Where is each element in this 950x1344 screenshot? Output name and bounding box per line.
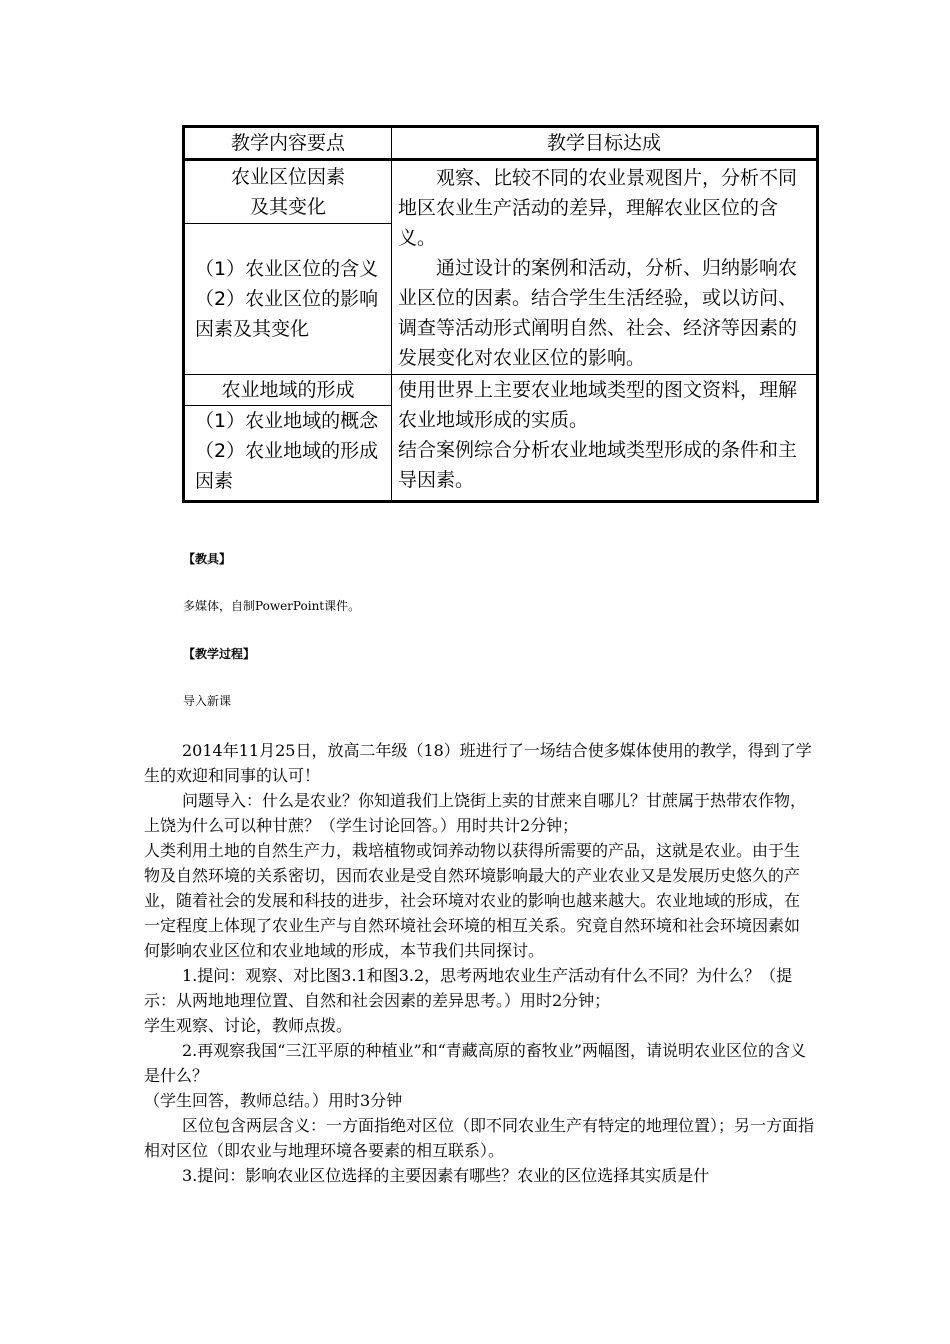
paragraph: 2.再观察我国“三江平原的种植业”和“青藏高原的畜牧业”两幅图，请说明农业区位的含义是什么？ — [144, 1041, 806, 1085]
row1-left-items — [184, 224, 392, 375]
paragraph: 2014年11月25日，放高二年级（18）班进行了一场结合使多媒体使用的教学，得到了学生的欢迎和同事的认可！ — [144, 741, 812, 785]
paragraph: 3.提问：影响农业区位选择的主要因素有哪些？农业的区位选择其实质是什 — [182, 1166, 710, 1185]
paragraph: 人类利用土地的自然生产力，栽培植物或饲养动物以获得所需要的产品，这就是农业。由于生物及自然环境的关系密切，因而农业是受自然环境影响最大的产业农业又是发展历史悠久的产业，随着社会的发展和科技的进步，社会环境对农业的影响也越来越大。农业地域的形成，在一定程度上体现了农业生产与自然环境社会环境的相互关系。究竟自然环境和社会环境因素如何影响农业区位和农业地域的形成，本节我们共同探讨。 — [144, 841, 801, 960]
row2-goal-1: 使用世界上主要农业地域类型的图文资料，理解农业地域形成的实质。 — [398, 379, 798, 431]
paragraph: 1.提问：观察、对比图3.1和图3.2，思考两地农业生产活动有什么不同？为什么？（提示：从两地地理位置、自然和社会因素的差异思考。）用时2分钟； — [144, 966, 793, 1010]
row1-item-1: （1）农业区位的含义 — [195, 258, 379, 280]
row2-goal-2: 结合案例综合分析农业地域类型形成的条件和主导因素。 — [398, 439, 798, 491]
row2-left-title: 农业地域的形成 — [184, 375, 392, 406]
tools-heading: 【教具】 — [183, 552, 232, 566]
lesson-body — [144, 738, 814, 1188]
row1-item-2: （2）农业区位的影响因素及其变化 — [195, 288, 379, 340]
header-goals: 教学目标达成 — [392, 127, 818, 160]
row1-right-cell — [392, 160, 818, 375]
row2-left-items — [184, 406, 392, 502]
header-content-points: 教学内容要点 — [184, 127, 392, 160]
row2-item-2: （2）农业地域的形成因素 — [195, 440, 379, 492]
row1-goal-2: 通过设计的案例和活动，分析、归纳影响农业区位的因素。结合学生生活经验，或以访问、调查等活动形式阐明自然、社会、经济等因素的发展变化对农业区位的影响。 — [398, 257, 798, 369]
teaching-goals-table — [182, 125, 819, 503]
tools-text: 多媒体，自制PowerPoint课件。 — [183, 599, 361, 613]
table-header-row — [184, 127, 818, 160]
intro-heading: 导入新课 — [183, 694, 232, 708]
paragraph: 问题导入：什么是农业？你知道我们上饶街上卖的甘蔗来自哪儿？甘蔗属于热带农作物，上饶为什么可以种甘蔗？（学生讨论回答。）用时共计2分钟； — [144, 791, 807, 835]
row1-left-title: 农业区位因素 及其变化 — [184, 160, 392, 224]
table-row — [184, 375, 818, 406]
row2-item-1: （1）农业地域的概念 — [195, 410, 379, 432]
process-heading: 【教学过程】 — [183, 647, 256, 661]
paragraph: 区位包含两层含义：一方面指绝对区位（即不同农业生产有特定的地理位置）；另一方面指相对区位（即农业与地理环境各要素的相互联系）。 — [144, 1116, 815, 1160]
row1-goal-1: 观察、比较不同的农业景观图片，分析不同地区农业生产活动的差异，理解农业区位的含义。 — [398, 167, 798, 249]
paragraph: 学生观察、讨论，教师点拨。 — [144, 1016, 353, 1035]
table-row — [184, 160, 818, 224]
row2-right-cell — [392, 375, 818, 502]
paragraph: （学生回答，教师总结。）用时3分钟 — [144, 1091, 403, 1110]
